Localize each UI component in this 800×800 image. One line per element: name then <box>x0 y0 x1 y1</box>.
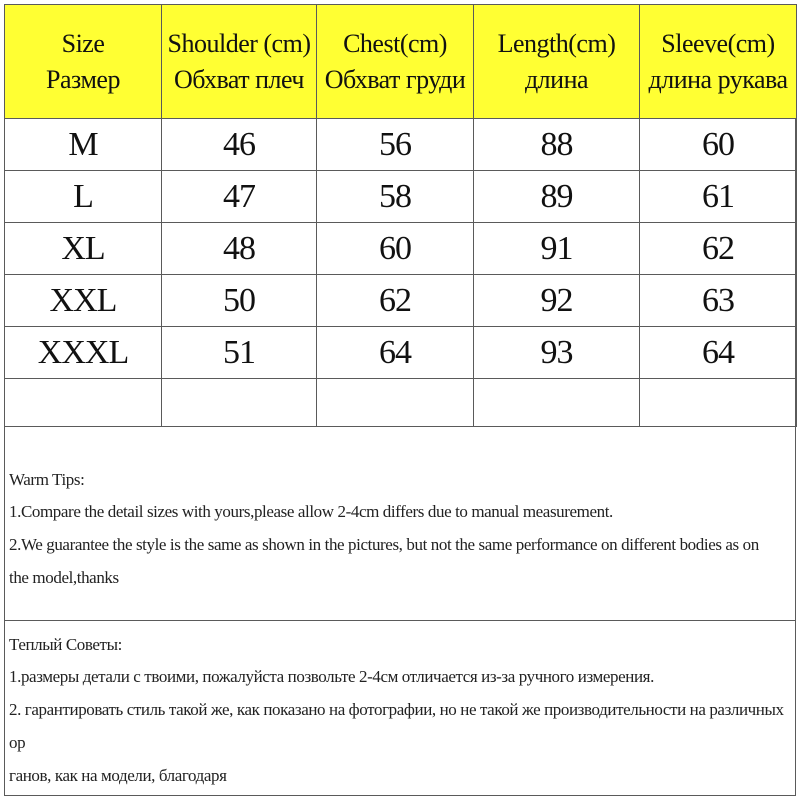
empty-cell <box>162 379 317 427</box>
table-row <box>5 327 797 379</box>
header-chest-en: Chest(cm) <box>343 28 447 58</box>
cell-shoulder: 51 <box>162 327 317 379</box>
cell-size: XXL <box>5 275 162 327</box>
cell-sleeve: 64 <box>640 327 797 379</box>
header-chest <box>317 5 474 119</box>
cell-size: XL <box>5 223 162 275</box>
size-chart-table <box>4 4 797 427</box>
tips-line-1-ru: 1.размеры детали с твоими, пожалуйста позвольте 2-4см отличается из-за ручного измерения. <box>9 667 654 686</box>
tips-line-2a-ru: 2. гарантировать стиль такой же, как показано на фотографии, но не такой же производительности на различных ор <box>9 700 784 752</box>
header-size-en: Size <box>61 28 105 58</box>
cell-shoulder: 50 <box>162 275 317 327</box>
header-shoulder-en: Shoulder (cm) <box>167 28 311 58</box>
header-sleeve <box>640 5 797 119</box>
cell-length: 91 <box>474 223 640 275</box>
tips-line-1-en: 1.Compare the detail sizes with yours,please allow 2-4cm differs due to manual measurement. <box>9 502 613 521</box>
warm-tips-english <box>4 431 796 621</box>
header-shoulder <box>162 5 317 119</box>
table-row <box>5 223 797 275</box>
header-sleeve-en: Sleeve(cm) <box>661 28 775 58</box>
cell-shoulder: 46 <box>162 119 317 171</box>
header-shoulder-ru: Обхват плеч <box>173 64 305 94</box>
cell-chest: 56 <box>317 119 474 171</box>
header-size-ru: Размер <box>46 64 120 94</box>
tips-title-en: Warm Tips: <box>9 470 85 489</box>
cell-sleeve: 63 <box>640 275 797 327</box>
cell-chest: 64 <box>317 327 474 379</box>
empty-cell <box>640 379 797 427</box>
table-row <box>5 275 797 327</box>
empty-cell <box>474 379 640 427</box>
cell-chest: 62 <box>317 275 474 327</box>
table-row <box>5 119 797 171</box>
cell-length: 89 <box>474 171 640 223</box>
cell-chest: 60 <box>317 223 474 275</box>
cell-sleeve: 60 <box>640 119 797 171</box>
table-empty-row <box>5 379 797 427</box>
cell-chest: 58 <box>317 171 474 223</box>
header-length-ru: длина <box>524 64 589 94</box>
cell-shoulder: 48 <box>162 223 317 275</box>
cell-size: M <box>5 119 162 171</box>
tips-line-2b-ru: ганов, как на модели, благодаря <box>9 766 227 785</box>
cell-size: L <box>5 171 162 223</box>
cell-sleeve: 61 <box>640 171 797 223</box>
cell-length: 88 <box>474 119 640 171</box>
tips-title-ru: Теплый Советы: <box>9 635 122 654</box>
empty-cell <box>5 379 162 427</box>
tips-line-2b-en: the model,thanks <box>9 568 119 587</box>
header-sleeve-ru: длина рукава <box>648 64 788 94</box>
cell-length: 92 <box>474 275 640 327</box>
tips-line-2a-en: 2.We guarantee the style is the same as shown in the pictures, but not the same performance on different bodies as on <box>9 535 759 554</box>
cell-sleeve: 62 <box>640 223 797 275</box>
cell-shoulder: 47 <box>162 171 317 223</box>
table-row <box>5 171 797 223</box>
cell-length: 93 <box>474 327 640 379</box>
header-chest-ru: Обхват груди <box>324 64 466 94</box>
warm-tips-russian <box>4 621 796 796</box>
header-length <box>474 5 640 119</box>
header-size <box>5 5 162 119</box>
header-length-en: Length(cm) <box>497 28 616 58</box>
table-header-row <box>5 5 797 119</box>
cell-size: XXXL <box>5 327 162 379</box>
empty-cell <box>317 379 474 427</box>
